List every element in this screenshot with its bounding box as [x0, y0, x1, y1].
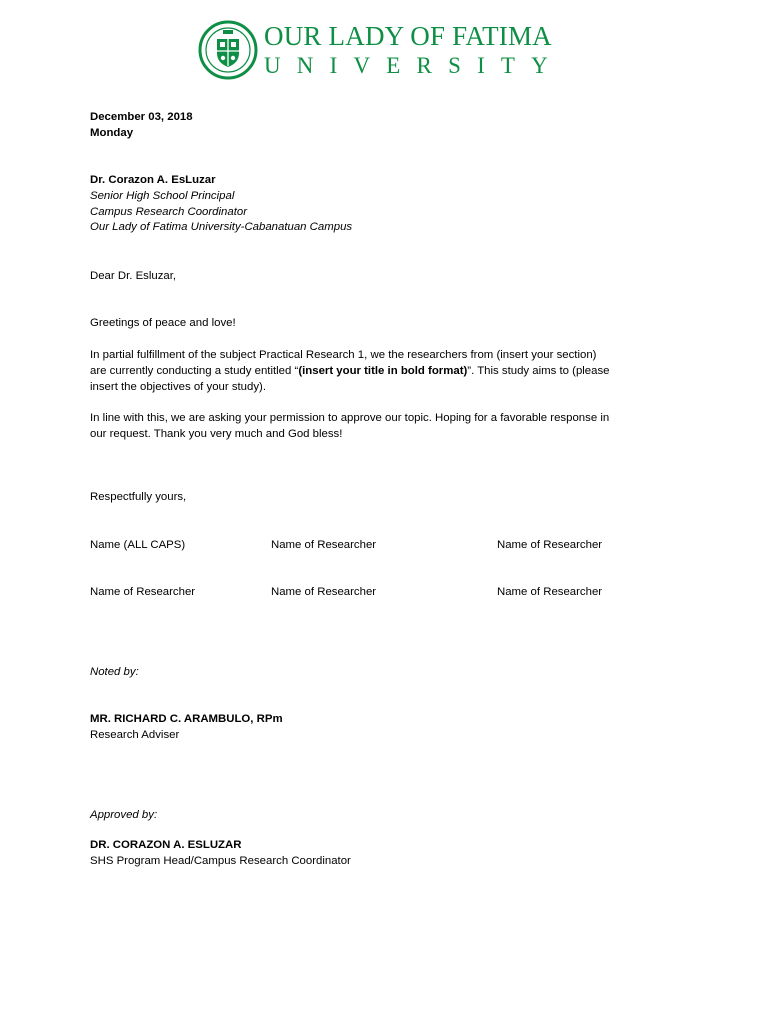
researcher-name: Name of Researcher: [271, 586, 377, 598]
university-seal-icon: [198, 20, 258, 80]
approver-role: SHS Program Head/Campus Research Coordinator: [90, 855, 351, 867]
recipient-name: Dr. Corazon A. EsLuzar: [90, 174, 216, 186]
university-name: [264, 23, 564, 77]
closing: Respectfully yours,: [90, 491, 187, 503]
body-paragraph-2: [90, 410, 690, 442]
approved-by-label: Approved by:: [90, 809, 158, 821]
body1-line2: [90, 363, 690, 379]
body2-line2: our request. Thank you very much and God bless!: [90, 428, 343, 441]
letter-day: Monday: [90, 127, 134, 139]
body1-line2-pre: are currently conducting a study entitled “: [90, 365, 299, 378]
researcher-name: Name (ALL CAPS): [90, 539, 186, 551]
researcher-name: Name of Researcher: [271, 539, 377, 551]
body2-line1: In line with this, we are asking your permission to approve our topic. Hoping for a favorable response in: [90, 412, 610, 424]
researcher-name: Name of Researcher: [497, 539, 603, 551]
body1-line3: insert the objectives of your study).: [90, 381, 267, 394]
body1-line2-post: ”. This study aims to (please: [467, 365, 610, 378]
body-paragraph-1: [90, 347, 690, 396]
recipient-institution: Our Lady of Fatima University-Cabanatuan Campus: [90, 221, 353, 233]
university-name-line1: OUR LADY OF FATIMA: [264, 21, 552, 51]
adviser-role: Research Adviser: [90, 729, 180, 741]
salutation: Dear Dr. Esluzar,: [90, 270, 177, 282]
recipient-coordinator-title: Campus Research Coordinator: [90, 206, 248, 218]
researcher-name: Name of Researcher: [90, 586, 196, 598]
letter-date: December 03, 2018: [90, 111, 193, 123]
letterhead: [198, 18, 564, 82]
greeting: Greetings of peace and love!: [90, 317, 236, 329]
recipient-title: Senior High School Principal: [90, 190, 235, 202]
study-title-placeholder: (insert your title in bold format): [298, 365, 468, 378]
body1-line1: In partial fulfillment of the subject Practical Research 1, we the researchers from (insert your section): [90, 349, 597, 361]
university-name-line2: UNIVERSITY: [264, 53, 564, 78]
approver-name: DR. CORAZON A. ESLUZAR: [90, 839, 242, 851]
researcher-name: Name of Researcher: [497, 586, 603, 598]
noted-by-label: Noted by:: [90, 666, 139, 678]
adviser-name: MR. RICHARD C. ARAMBULO, RPm: [90, 713, 283, 725]
